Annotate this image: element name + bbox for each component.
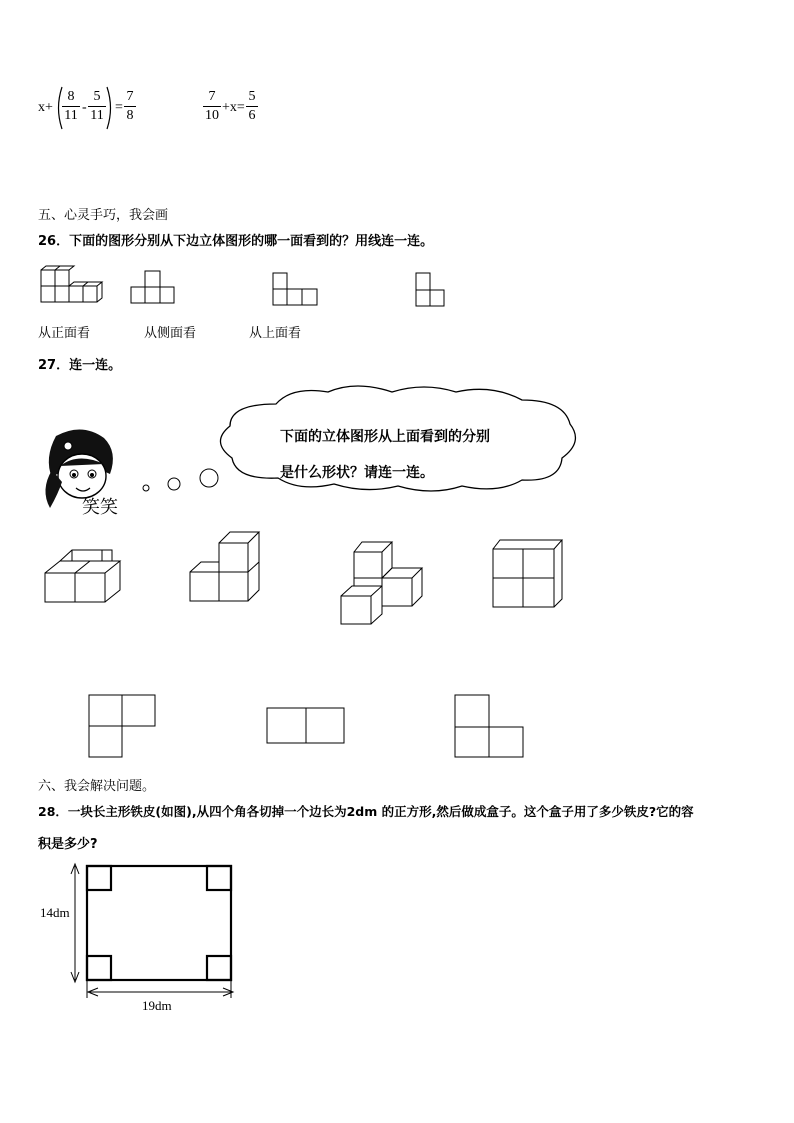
eq2-result-fraction: 5 6 (246, 89, 258, 124)
q27-top-view-2 (266, 707, 346, 745)
right-paren-icon (105, 86, 115, 130)
question-28-text-line-2: 积是多少? (38, 837, 98, 852)
question-27-text: 27．连一连。 (38, 358, 122, 373)
q27-top-view-1 (88, 694, 158, 760)
cloud-text-line-2: 是什么形状？请连一连。 (280, 465, 434, 481)
q26-solid-figure (40, 266, 100, 306)
eq2-fraction-1: 7 10 (205, 89, 219, 123)
eq1-minus: - (82, 100, 87, 115)
cloud-text-line-1: 下面的立体图形从上面看到的分别 (280, 429, 490, 445)
eq2-plus-x-equals: +x= (222, 100, 245, 115)
q26-view-front (130, 270, 176, 304)
q27-solid-3 (340, 540, 430, 626)
height-dimension-label: 14dm (40, 905, 70, 920)
q27-solid-4 (492, 539, 570, 609)
girl-caption: 笑笑 (82, 497, 118, 518)
q26-view-side (272, 272, 320, 306)
eq1-result-fraction: 7 8 (124, 89, 136, 124)
q27-solid-1 (44, 549, 124, 605)
section-6-title: 六、我会解决问题。 (38, 779, 156, 794)
eq1-equals: = (115, 100, 123, 115)
label-top-view: 从上面看 (249, 326, 302, 341)
q27-solid-2 (189, 530, 265, 604)
q26-view-top (415, 272, 447, 308)
q28-sheet-diagram (36, 860, 246, 1020)
thought-bubbles-icon (140, 464, 220, 494)
q27-top-view-3 (454, 694, 526, 760)
question-28-text-line-1: 28．一块长主形铁皮(如图),从四个角各切掉一个边长为2dm 的正方形,然后做成盒子。这个盒子用了多少铁皮?它的容 (38, 804, 694, 819)
eq1-fraction-1: 8 11 (62, 89, 80, 124)
label-front-view: 从正面看 (38, 326, 91, 341)
label-side-view: 从侧面看 (144, 326, 197, 341)
question-26-text: 26．下面的图形分别从下边立体图形的哪一面看到的？用线连一连。 (38, 234, 434, 249)
eq1-fraction-2: 5 11 (88, 89, 106, 124)
eq1-x-plus: x+ (38, 100, 53, 115)
width-dimension-label: 19dm (142, 998, 172, 1013)
section-5-title: 五、心灵手巧，我会画 (38, 208, 169, 223)
